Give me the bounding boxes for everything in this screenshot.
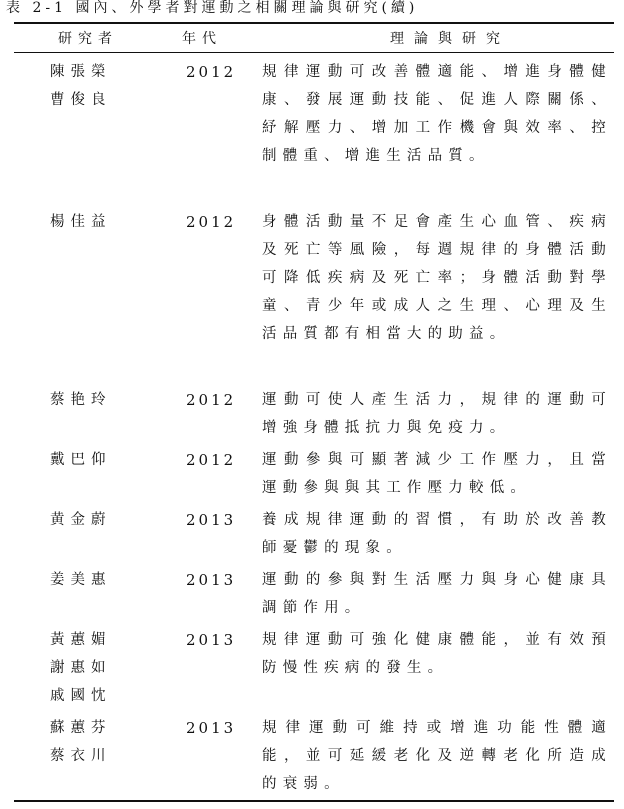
year-cell: 2013 bbox=[186, 719, 237, 737]
researcher-cell bbox=[50, 506, 190, 534]
researcher-cell bbox=[50, 626, 190, 710]
year-cell: 2012 bbox=[186, 213, 237, 231]
table-header-rule bbox=[14, 52, 614, 53]
table-caption: 表 2-1 國內、外學者對運動之相關理論與研究(續) bbox=[6, 0, 419, 16]
theory-cell: 規律運動可強化健康體能，並有效預防慢性疾病的發生。 bbox=[262, 632, 612, 676]
theory-cell: 身體活動量不足會產生心血管、疾病及死亡等風險，每週規律的身體活動可降低疾病及死亡率；身體活動對學童、青少年或成人之生理、心理及生活品質都有相當大的助益。 bbox=[262, 214, 612, 342]
year-cell: 2012 bbox=[186, 391, 237, 409]
researcher-name: 蔡艳玲 bbox=[50, 392, 112, 408]
theory-cell: 運動可使人產生活力，規律的運動可增強身體抵抗力與免疫力。 bbox=[262, 392, 612, 436]
year-cell: 2012 bbox=[186, 451, 237, 469]
researcher-name: 黃蕙媚 bbox=[50, 632, 112, 648]
header-theory: 理論與研究 bbox=[390, 31, 510, 47]
researcher-name: 謝惠如 bbox=[50, 660, 112, 676]
researcher-name: 楊佳益 bbox=[50, 214, 112, 230]
researcher-name: 戚國忱 bbox=[50, 688, 112, 704]
theory-cell: 運動的參與對生活壓力與身心健康具調節作用。 bbox=[262, 572, 612, 616]
year-cell: 2013 bbox=[186, 571, 237, 589]
year-cell: 2012 bbox=[186, 63, 237, 81]
table-bottom-rule bbox=[14, 800, 614, 802]
researcher-name: 蔡衣川 bbox=[50, 748, 112, 764]
theory-cell: 養成規律運動的習慣，有助於改善教師憂鬱的現象。 bbox=[262, 512, 612, 556]
researcher-name: 陳張榮 bbox=[50, 64, 112, 80]
researcher-name: 姜美惠 bbox=[50, 572, 112, 588]
header-researcher: 研究者 bbox=[58, 31, 118, 47]
researcher-cell bbox=[50, 446, 190, 474]
header-year: 年代 bbox=[182, 31, 222, 47]
researcher-cell bbox=[50, 386, 190, 414]
researcher-cell bbox=[50, 208, 190, 236]
researcher-name: 蘇蕙芬 bbox=[50, 720, 112, 736]
theory-cell: 運動參與可顯著減少工作壓力，且當運動參與與其工作壓力較低。 bbox=[262, 452, 612, 496]
researcher-name: 戴巴仰 bbox=[50, 452, 112, 468]
theory-cell: 規律運動可改善體適能、增進身體健康、發展運動技能、促進人際關係、紓解壓力、增加工作機會與效率、控制體重、增進生活品質。 bbox=[262, 64, 612, 164]
researcher-name: 黄金蔚 bbox=[50, 512, 112, 528]
year-cell: 2013 bbox=[186, 631, 237, 649]
table-top-rule bbox=[14, 22, 614, 24]
researcher-cell bbox=[50, 566, 190, 594]
researcher-cell bbox=[50, 714, 190, 770]
year-cell: 2013 bbox=[186, 511, 237, 529]
researcher-cell bbox=[50, 58, 190, 114]
researcher-name: 曹俊良 bbox=[50, 92, 112, 108]
theory-cell: 規律運動可維持或增進功能性體適能，並可延緩老化及逆轉老化所造成的衰弱。 bbox=[262, 720, 612, 792]
